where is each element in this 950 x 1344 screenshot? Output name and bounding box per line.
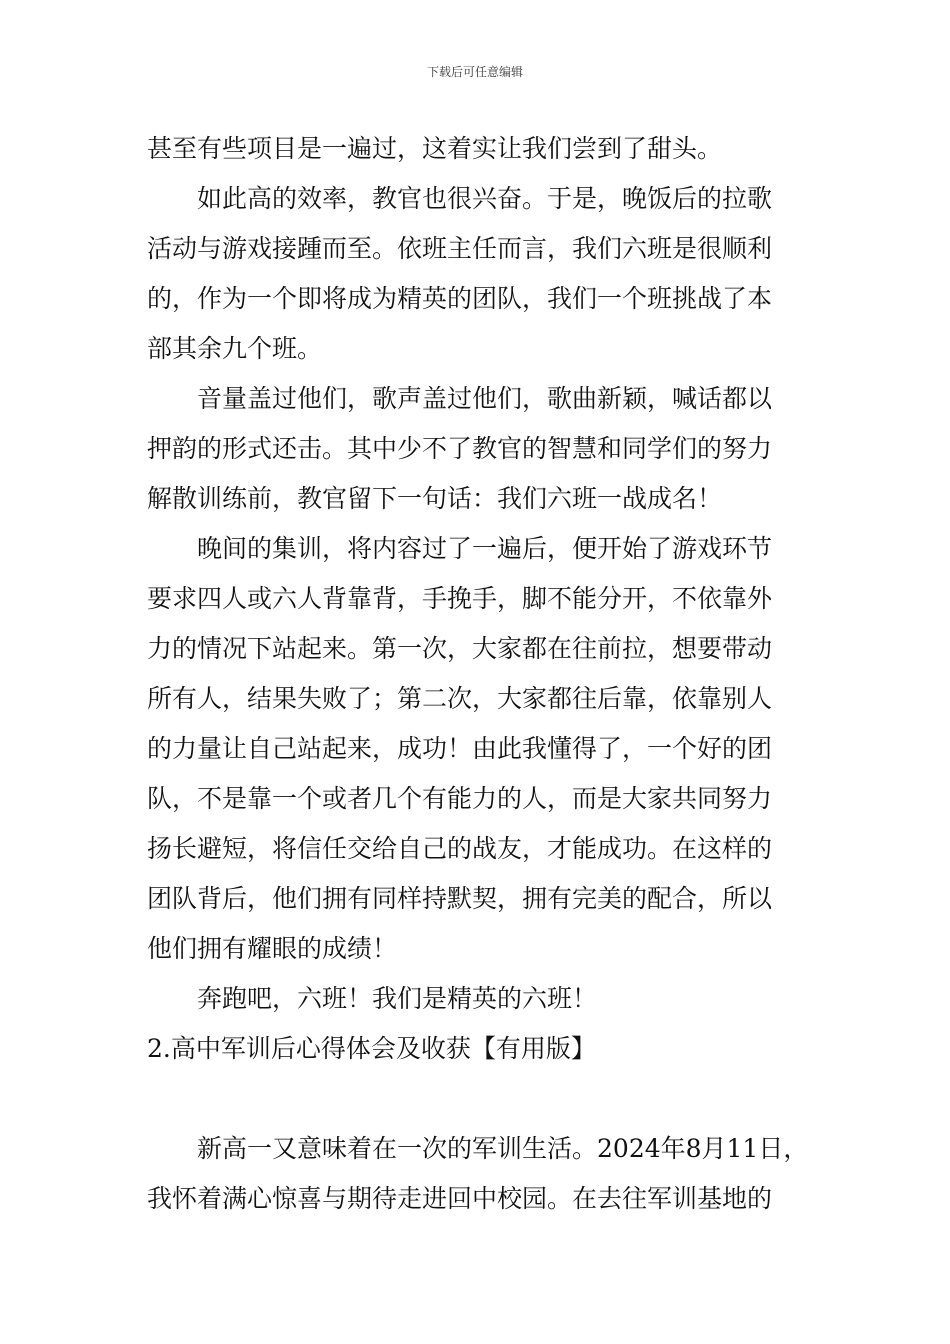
text-line: 晚间的集训，将内容过了一遍后，便开始了游戏环节 [197,534,773,563]
paragraph [147,174,827,374]
blank-line [147,1074,827,1124]
text-line: 的力量让自己站起来，成功！由此我懂得了，一个好的团 [147,734,773,763]
text-line: 押韵的形式还击。其中少不了教官的智慧和同学们的努力 [147,434,773,463]
text-line: 部其余九个班。 [147,334,323,363]
page-header: 下载后可任意编辑 [426,65,523,79]
paragraph [147,974,827,1024]
text-line: 所有人，结果失败了；第二次，大家都往后靠，依靠别人 [147,684,773,713]
paragraph [147,374,827,524]
text-line: 解散训练前，教官留下一句话：我们六班一战成名！ [147,484,723,513]
text-line: 力的情况下站起来。第一次，大家都在往前拉，想要带动 [147,634,773,663]
paragraph [147,524,827,974]
text-line: 团队背后，他们拥有同样持默契，拥有完美的配合，所以 [147,884,773,913]
section-heading: 2.高中军训后心得体会及收获【有用版】 [147,1034,596,1063]
text-line: 他们拥有耀眼的成绩！ [147,934,398,963]
text-line: 新高一又意味着在一次的军训生活。2024年8月11日， [197,1134,809,1163]
paragraph [147,1124,827,1224]
text-line: 队，不是靠一个或者几个有能力的人，而是大家共同努力 [147,784,773,813]
text-line: 如此高的效率，教官也很兴奋。于是，晚饭后的拉歌 [197,184,773,213]
text-line: 音量盖过他们，歌声盖过他们，歌曲新颖，喊话都以 [197,384,773,413]
text-line: 活动与游戏接踵而至。依班主任而言，我们六班是很顺利 [147,234,773,263]
text-line: 扬长避短，将信任交给自己的战友，才能成功。在这样的 [147,834,773,863]
text-line: 要求四人或六人背靠背，手挽手，脚不能分开，不依靠外 [147,584,773,613]
text-line: 我怀着满心惊喜与期待走进回中校园。在去往军训基地的 [147,1184,773,1213]
text-line: 奔跑吧，六班！我们是精英的六班！ [197,984,598,1013]
text-line: 甚至有些项目是一遍过，这着实让我们尝到了甜头。 [147,134,723,163]
text-line: 的，作为一个即将成为精英的团队，我们一个班挑战了本 [147,284,773,313]
document-body [147,124,827,1224]
